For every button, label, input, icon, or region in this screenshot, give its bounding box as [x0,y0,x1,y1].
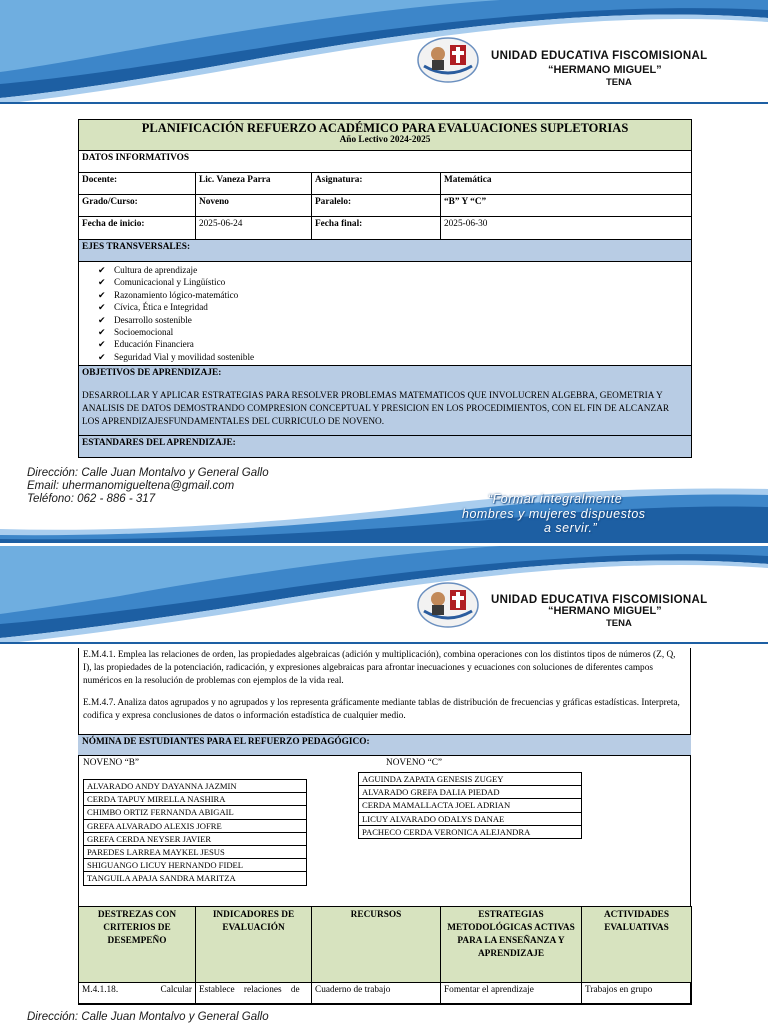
docente-value: Lic. Vaneza Parra [196,173,312,195]
row-estrategia: Fomentar el aprendizaje [441,983,582,1005]
col-estrategias: ESTRATEGIAS METODOLÓGICAS ACTIVAS PARA LA ENSEÑANZA Y APRENDIZAJE [441,907,582,983]
nomina-label: NÓMINA DE ESTUDIANTES PARA EL REFUERZO PEDAGÓGICO: [82,737,370,747]
institution-name: UNIDAD EDUCATIVA FISCOMISIONAL [491,594,708,606]
institution-name: UNIDAD EDUCATIVA FISCOMISIONAL [491,50,708,62]
nomina-bar [78,734,691,756]
fecha-inicio-label: Fecha de inicio: [79,217,196,240]
slogan-line-2: hombres y mujeres dispuestos [462,507,646,521]
institution-city: TENA [606,77,632,88]
table-row [359,799,582,812]
student-name: CERDA MAMALLACTA JOEL ADRIAN [359,799,582,812]
fecha-inicio-value: 2025-06-24 [196,217,312,240]
school-logo [416,581,480,629]
grado-value: Noveno [196,195,312,217]
ejes-label: EJES TRANSVERSALES: [79,240,692,262]
fecha-final-value: 2025-06-30 [441,217,692,240]
list-item: ✔ Socioemocional [100,326,688,338]
destreza-verb: Calcular [160,985,192,995]
student-name: ALVARADO ANDY DAYANNA JAZMIN [84,780,307,793]
slogan-line-1: “Formar integralmente [488,492,623,506]
list-item: ✔ Comunicacional y Lingüístico [100,276,688,288]
student-name: CERDA TAPUY MIRELLA NASHIRA [84,793,307,806]
group-c-table [358,772,582,839]
footer-email: Email: uhermanomigueltena@gmail.com [27,480,235,492]
group-c-label: NOVENO “C” [386,758,443,768]
student-name: PACHECO CERDA VERONICA ALEJANDRA [359,825,582,838]
col-recursos: RECURSOS [312,907,441,983]
list-item: ✔ Educación Financiera [100,338,688,350]
footer-wave [0,485,768,543]
paralelo-value: “B” Y “C” [441,195,692,217]
footer-phone: Teléfono: 062 - 886 - 317 [27,493,156,505]
institution-subname: “HERMANO MIGUEL” [548,605,662,617]
objetivos-text: DESARROLLAR Y APLICAR ESTRATEGIAS PARA RESOLVER PROBLEMAS MATEMATICOS QUE INVOLUCREN ALGEBRA, GEOMETRIA Y ANALISIS DE DATOS DEMOSTRANDO COMPRESION CONCEPTUAL Y PRESICION EN LOS PROCEDIMIENTOS, CON EL FIN DE ALCANZAR LOS APRENDIZAJESFUNDAMENTALES DEL CURRICULO DE NOVENO. [82,391,670,428]
student-name: TANGUILA APAJA SANDRA MARITZA [84,872,307,885]
student-name: CHIMBO ORTIZ FERNANDA ABIGAIL [84,806,307,819]
col-indicadores: INDICADORES DE EVALUACIÓN [196,907,312,983]
table-row [84,780,307,793]
footer-address: Dirección: Calle Juan Montalvo y General Gallo [27,1011,269,1023]
col-destrezas: DESTREZAS CON CRITERIOS DE DESEMPEÑO [79,907,196,983]
asignatura-value: Matemática [441,173,692,195]
student-name: LICUY ALVARADO ODALYS DANAE [359,812,582,825]
objetivos-label: OBJETIVOS DE APRENDIZAJE: [82,368,222,379]
estandares-label: ESTANDARES DEL APRENDIZAJE: [79,436,692,458]
table-row [84,872,307,885]
student-name: AGUINDA ZAPATA GENESIS ZUGEY [359,773,582,786]
group-b-table [83,779,307,886]
list-item: ✔ Seguridad Vial y movilidad sostenible [100,351,688,363]
table-row [84,859,307,872]
col-actividades: ACTIVIDADES EVALUATIVAS [582,907,692,983]
list-item: ✔ Razonamiento lógico-matemático [100,289,688,301]
paralelo-label: Paralelo: [312,195,441,217]
list-item: ✔ Cívica, Ética e Integridad [100,301,688,313]
row-recurso: Cuaderno de trabajo [312,983,441,1005]
list-item: ✔ Desarrollo sostenible [100,314,688,326]
standard-em47: E.M.4.7. Analiza datos agrupados y no agrupados y los representa gráficamente mediante tablas de distribución de frecuencias y gráficas estadísticas. Interpreta, codifica y expresa conclusiones de datos o información estadística de cualquier medio. [83,698,680,721]
footer-address: Dirección: Calle Juan Montalvo y General Gallo [27,467,269,479]
institution-subname: “HERMANO MIGUEL” [548,64,662,76]
docente-label: Docente: [79,173,196,195]
standard-em41: E.M.4.1. Emplea las relaciones de orden, las propiedades algebraicas (adición y multiplicación), combina operaciones con los distintos tipos de números (Z, Q, I), las propiedades de la potenciación, radicación, y expresiones algebraicas para afrontar inecuaciones y ecuaciones con soluciones de diferentes campos numéricos en la resolución de problemas con ejemplos de la vida real. [83,650,676,686]
slogan-line-3: a servir.” [544,521,598,535]
list-item: ✔ Cultura de aprendizaje [100,264,688,276]
table-row [359,786,582,799]
student-name: ALVARADO GREFA DALIA PIEDAD [359,786,582,799]
student-name: SHIGUANGO LICUY HERNANDO FIDEL [84,859,307,872]
grado-label: Grado/Curso: [79,195,196,217]
school-logo [416,36,480,84]
student-name: GREFA CERDA NEYSER JAVIER [84,832,307,845]
student-name: GREFA ALVARADO ALEXIS JOFRE [84,819,307,832]
table-row [84,806,307,819]
destreza-code: M.4.1.18. [82,985,119,995]
institution-city: TENA [606,618,632,629]
table-row [359,773,582,786]
school-year: Año Lectivo 2024-2025 [339,135,431,145]
row-destreza [79,983,196,1005]
group-b-label: NOVENO “B” [83,758,140,768]
asignatura-label: Asignatura: [312,173,441,195]
ejes-list [82,264,688,363]
document-title: PLANIFICACIÓN REFUERZO ACADÉMICO PARA EVALUACIONES SUPLETORIAS [141,121,629,135]
table-row [359,825,582,838]
table-row [79,983,692,1005]
student-name: PAREDES LARREA MAYKEL JESUS [84,846,307,859]
planning-activities-table [78,906,692,1005]
fecha-final-label: Fecha final: [312,217,441,240]
table-row [84,846,307,859]
table-row [359,812,582,825]
row-indicador: Establece relaciones de [196,983,312,1005]
datos-informativos-label: DATOS INFORMATIVOS [79,151,692,173]
planning-info-table [78,119,692,458]
table-row [84,832,307,845]
table-row [84,819,307,832]
row-actividad: Trabajos en grupo [582,983,692,1005]
table-row [84,793,307,806]
